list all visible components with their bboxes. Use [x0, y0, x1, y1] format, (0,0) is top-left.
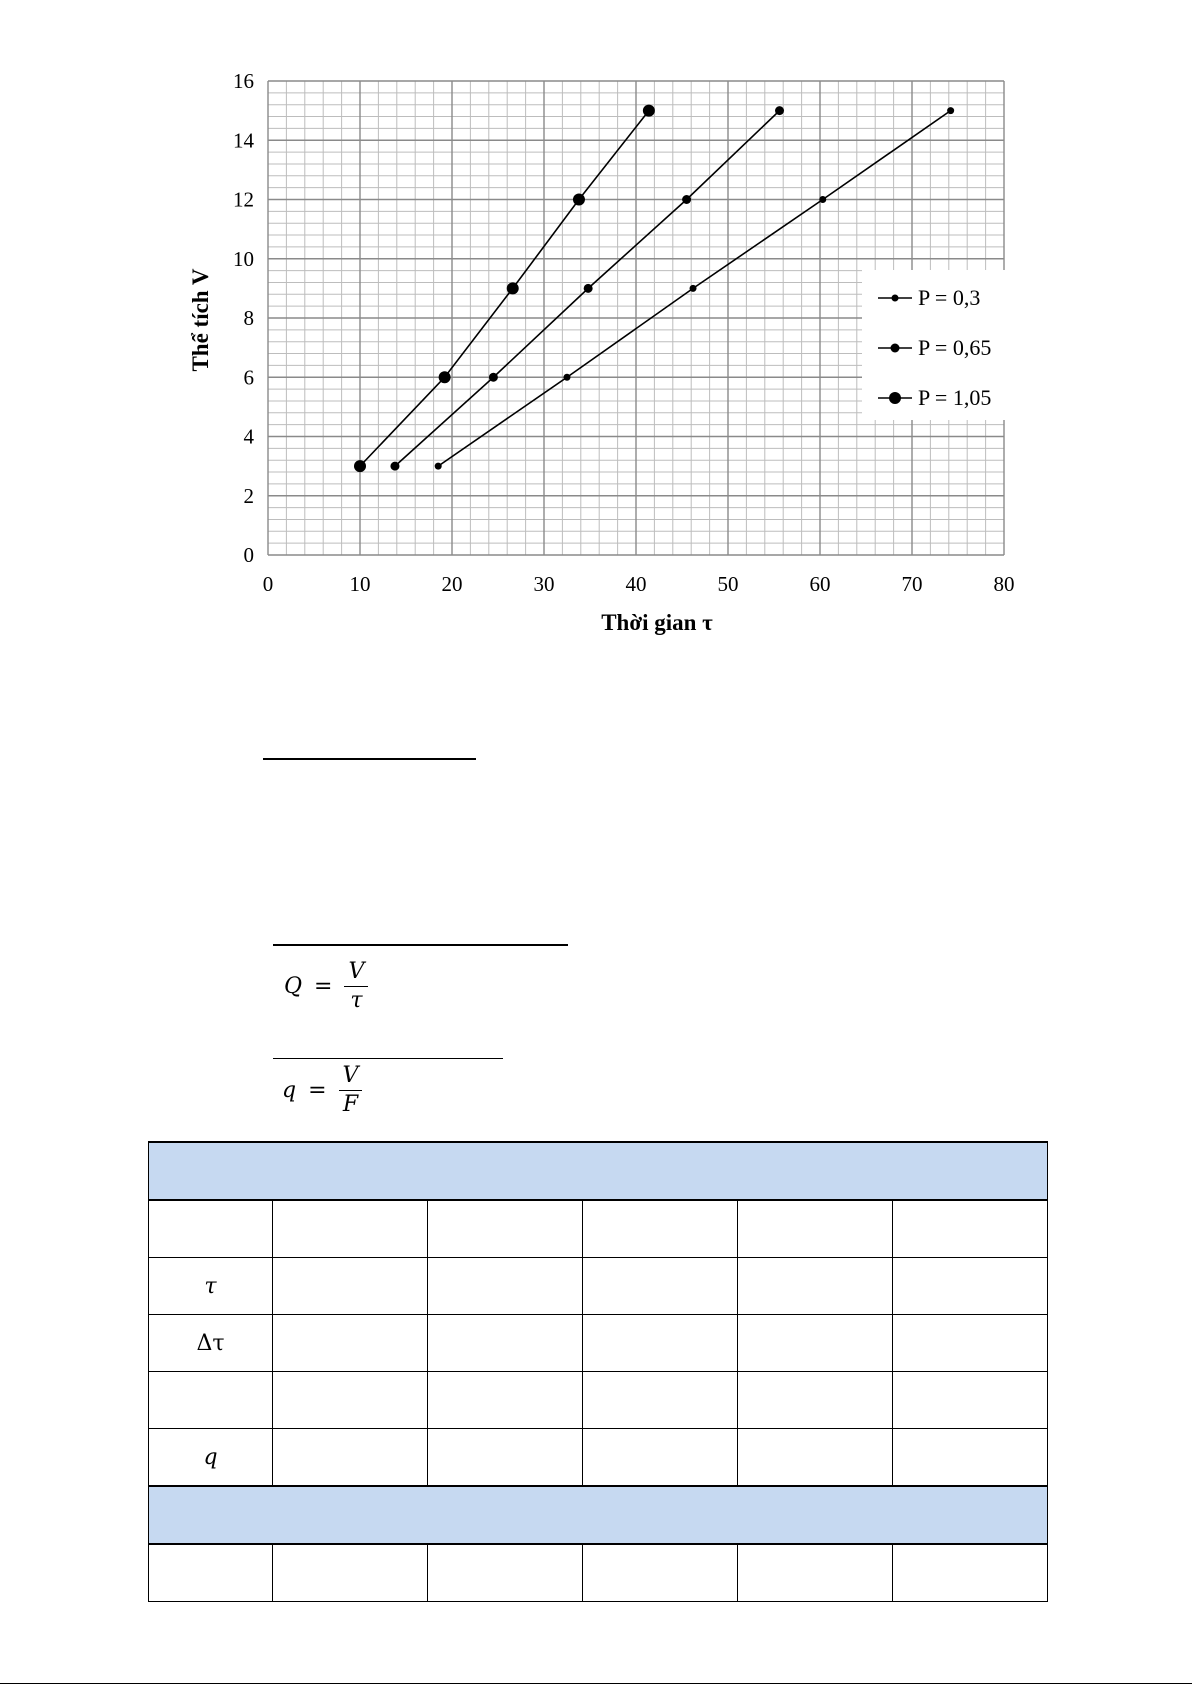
table-cell	[738, 1200, 893, 1258]
row-label: τ	[149, 1258, 273, 1315]
formula-Q-lhs: Q	[284, 974, 303, 999]
chart-legend	[862, 270, 1030, 420]
x-tick-label: 40	[625, 572, 647, 596]
data-point	[507, 282, 519, 294]
band-cell	[149, 1142, 1048, 1200]
y-tick-label: 12	[233, 187, 254, 212]
table-cell	[583, 1200, 738, 1258]
y-tick-label: 14	[233, 128, 254, 153]
table-cell	[583, 1429, 738, 1487]
table-cell	[273, 1372, 428, 1429]
table-cell	[273, 1200, 428, 1258]
table-row	[149, 1429, 1048, 1487]
row-label	[149, 1372, 273, 1429]
y-tick-label: 16	[233, 69, 254, 93]
legend-marker	[891, 344, 900, 353]
formula-q-numerator: V	[339, 1064, 363, 1091]
table-cell	[583, 1258, 738, 1315]
data-point	[489, 373, 498, 382]
data-point	[354, 460, 366, 472]
row-label	[149, 1544, 273, 1602]
data-point	[435, 463, 442, 470]
data-point	[584, 284, 593, 293]
row-label	[149, 1200, 273, 1258]
x-tick-label: 0	[262, 572, 274, 596]
x-tick-label: 50	[717, 572, 739, 596]
table-cell	[428, 1315, 583, 1372]
y-tick-label: 4	[243, 424, 254, 449]
y-axis-label: Thể tích V	[188, 268, 213, 372]
y-tick-label: 0	[243, 543, 254, 567]
table-cell	[893, 1372, 1048, 1429]
table-band-header-1	[149, 1142, 1048, 1200]
formula-q-denominator: F	[342, 1092, 359, 1117]
table-cell	[428, 1544, 583, 1602]
table-cell	[738, 1544, 893, 1602]
x-tick-label: 20	[441, 572, 463, 596]
formula-q	[282, 1064, 362, 1117]
row-label: q	[149, 1429, 273, 1487]
data-point	[643, 105, 655, 117]
table-cell	[428, 1200, 583, 1258]
x-tick-label: 60	[809, 572, 831, 596]
table-row	[149, 1372, 1048, 1429]
y-tick-label: 8	[243, 306, 254, 330]
data-point	[819, 196, 826, 203]
data-point	[390, 462, 399, 471]
heading-underline-1	[263, 758, 476, 760]
y-tick-label: 10	[233, 246, 254, 271]
y-tick-label: 6	[243, 365, 254, 390]
data-point	[439, 371, 451, 383]
band-cell	[149, 1486, 1048, 1544]
heading-underline-2	[273, 944, 568, 946]
x-axis-label: Thời gian τ	[601, 610, 713, 635]
results-table	[148, 1141, 1048, 1602]
table-cell	[428, 1372, 583, 1429]
table-cell	[893, 1544, 1048, 1602]
data-point	[564, 374, 571, 381]
data-point	[947, 107, 954, 114]
table-cell	[893, 1258, 1048, 1315]
formula-q-equals: =	[308, 1078, 327, 1103]
table-cell	[893, 1200, 1048, 1258]
table-row	[149, 1258, 1048, 1315]
formula-q-lhs: q	[282, 1078, 297, 1103]
table-cell	[738, 1315, 893, 1372]
table-cell	[738, 1429, 893, 1487]
x-tick-label: 10	[349, 572, 371, 596]
y-tick-label: 2	[243, 483, 254, 508]
table-cell	[583, 1315, 738, 1372]
table-cell	[273, 1544, 428, 1602]
data-point	[573, 194, 585, 206]
table-cell	[738, 1372, 893, 1429]
formula-Q-denominator: τ	[350, 988, 363, 1013]
x-tick-label: 30	[533, 572, 555, 596]
table-row	[149, 1315, 1048, 1372]
table-cell	[273, 1315, 428, 1372]
data-point	[682, 195, 691, 204]
table-row	[149, 1200, 1048, 1258]
volume-time-chart	[0, 0, 1192, 680]
table-cell	[273, 1429, 428, 1487]
table-cell	[738, 1258, 893, 1315]
page-bottom-rule	[0, 1683, 1192, 1684]
legend-label: P = 0,65	[918, 335, 992, 360]
formula-q-fraction	[339, 1064, 363, 1117]
heading-underline-3	[273, 1058, 503, 1059]
table-cell	[893, 1429, 1048, 1487]
legend-label: P = 0,3	[918, 285, 981, 310]
x-tick-label: 70	[901, 572, 923, 596]
table-cell	[893, 1315, 1048, 1372]
legend-label: P = 1,05	[918, 385, 992, 410]
table-band-header-2	[149, 1486, 1048, 1544]
legend-marker	[889, 392, 901, 404]
table-cell	[583, 1372, 738, 1429]
table-cell	[428, 1258, 583, 1315]
x-tick-label: 80	[993, 572, 1015, 596]
legend-marker	[892, 295, 899, 302]
table-cell	[583, 1544, 738, 1602]
data-point	[690, 285, 697, 292]
row-label: Δτ	[149, 1315, 273, 1372]
table-cell	[428, 1429, 583, 1487]
formula-Q	[284, 960, 368, 1013]
formula-Q-numerator: V	[344, 960, 368, 987]
data-point	[775, 106, 784, 115]
table-row	[149, 1544, 1048, 1602]
formula-Q-equals: =	[314, 974, 333, 999]
formula-Q-fraction	[344, 960, 368, 1013]
table-cell	[273, 1258, 428, 1315]
